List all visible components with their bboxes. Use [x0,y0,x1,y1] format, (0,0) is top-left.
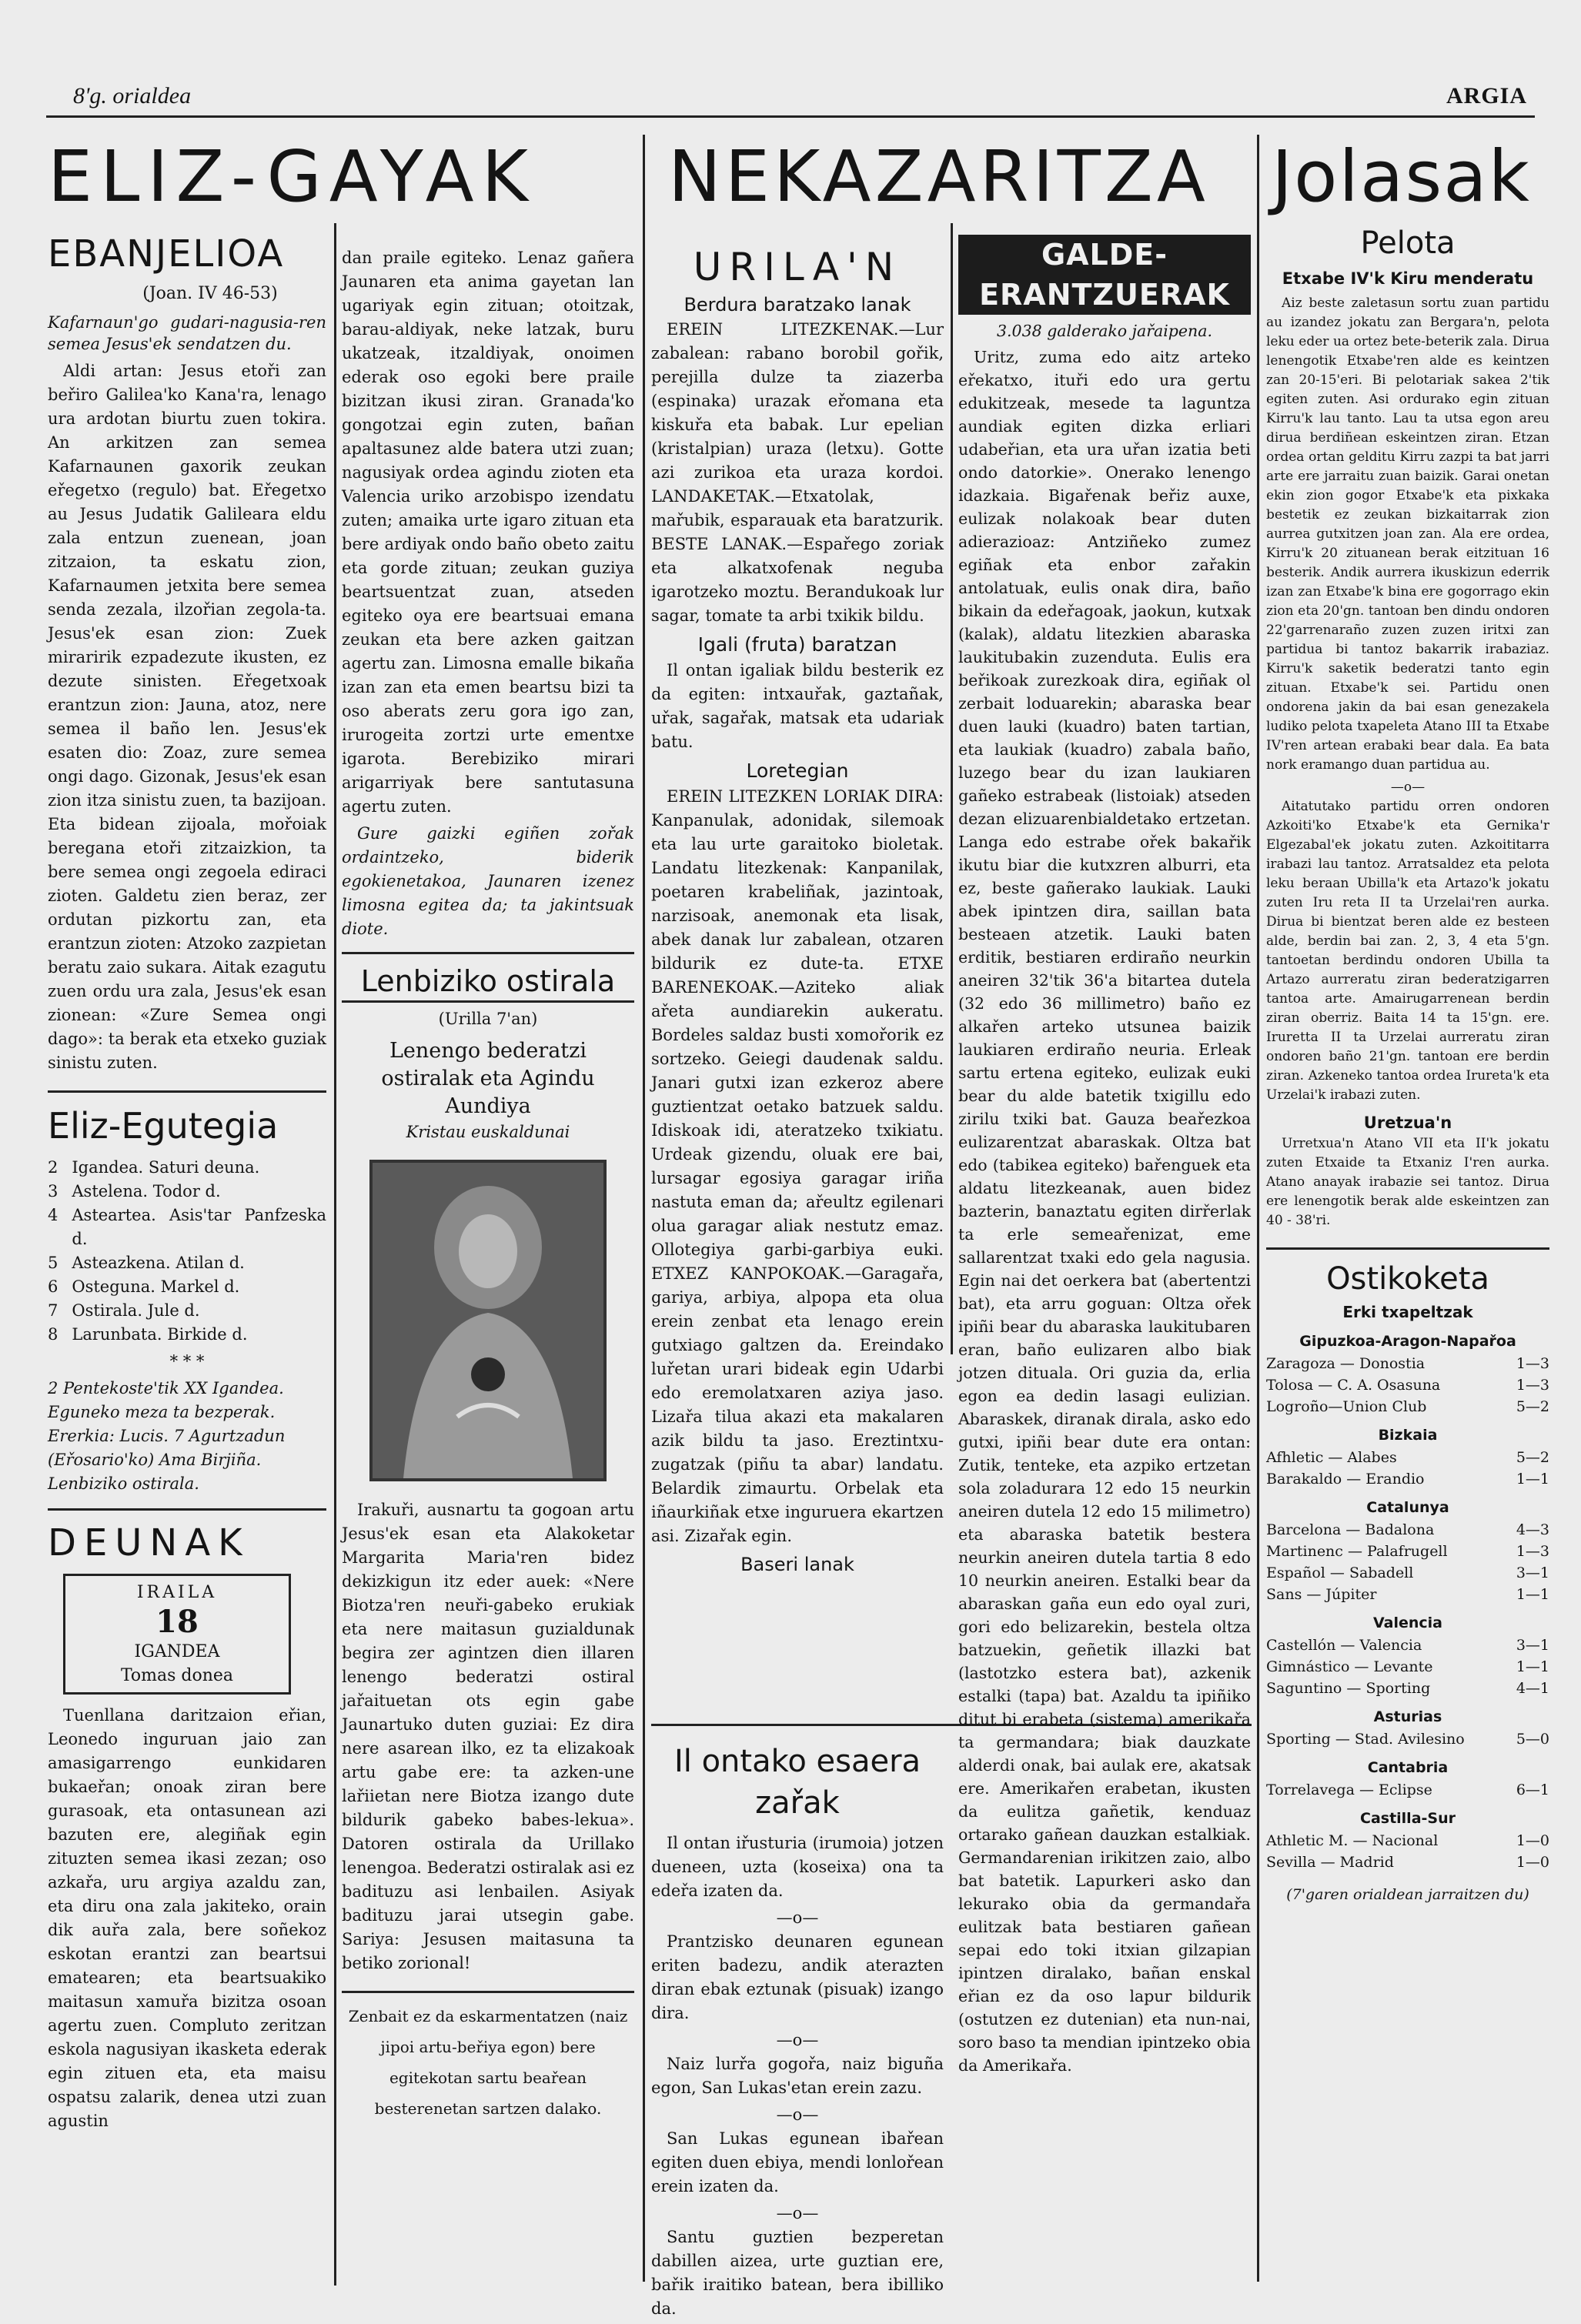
match-teams: Athletic M. — Nacional [1266,1832,1439,1849]
column-rule [951,223,953,1354]
match-teams: Sporting — Stad. Avilesino [1266,1731,1465,1748]
match-teams: Torrelavega — Eclipse [1266,1781,1432,1798]
divider [1266,1247,1549,1250]
match-result [1266,1678,1549,1699]
football-results [1266,1330,1549,1873]
league-title: Bizkaia [1378,1427,1438,1444]
match-teams: Sans — Júpiter [1266,1586,1377,1603]
divider [342,952,634,954]
match-score: 5—2 [1516,1449,1549,1466]
continued-note: (7'garen orialdean jarraitzen du) [1286,1886,1529,1903]
league-title: Catalunya [1366,1499,1449,1516]
ornament: —o— [1390,780,1426,795]
saint-biography-continued: dan praile egiteko. Lenaz gañera Jaunaren eta anima gayetan lan ugariyak egin zituan; otoitzak, barau-aldiyak, neke latzak, buru ukatzeak, itzaldiyak, onoimen ederak oso egoki bere praile bizitzan ikusi ziran. Granada'ko gongotzai egin zuten, bañan apaltasunez alde batera utzi zuan; nagusiyak ordea agindu zioten eta Valencia uriko arzobispo izendatu zuten; amaika urte igaro zituan eta bere ardiyak ondo baño obeto zaitu eta gorde zituan; zeukan guziya beartsuentzat zuan, atseden egiteko oya ere beartsuai emana zeukan eta bere azken gaitzan agertu zan. Limosna emalle bikaña izan zan eta emen beartsu bizi ta oso aberats zeru gora igo zan, irurogeita zortzi urte ementxe igarota. Berebiziko mirari arigarriyak bere santutasuna agertu zuten. [342,249,634,816]
feast-saint: Tomas donea [120,1666,234,1685]
jolasak-title: Jolasak [1272,135,1531,218]
ornament: —o— [776,2031,819,2049]
galde-subtitle: 3.038 galderako jařaipena. [996,322,1212,340]
saying: Naiz lurřa gogořa, naiz biguña egon, San Lukas'etan erein zazu. [651,2055,944,2097]
match-result [1266,1584,1549,1605]
gospel-reference: (Joan. IV 46-53) [142,284,278,303]
match-teams: Sevilla — Madrid [1266,1854,1394,1871]
match-score: 4—3 [1516,1521,1549,1538]
berdura-body: EREIN LITEZKENAK.—Lur zabalean: rabano borobil gořik, perejilla dulze ta ziazerba (espinaka) urazak eřomana eta kiskuřa eta babak. Lur epelian (kristalpian) uraza (letxu). Gotte azi zurikoa eta uraza kordoi. LANDAKETAK.—Etxatolak, mařubik, esparauak eta baratzurik. BESTE LANAK.—Espařego zoriak eta alkatxofenak neguba igarotzeko moztu. Berandukoak lur sagar, tomate ta arbi txikik bildu. [651,320,944,625]
match-result [1266,1779,1549,1801]
match-teams: Saguntino — Sporting [1266,1680,1431,1697]
jolasak-column [1266,223,1549,1905]
match-score: 1—3 [1516,1543,1549,1560]
ostikoketa-subtitle: Erki txapeltzak [1342,1303,1473,1321]
calendar-day: 5 Asteazkena. Atilan d. [48,1254,245,1272]
feast-month: IRAILA [136,1583,218,1602]
match-result [1266,1353,1549,1374]
saying: San Lukas egunean ibařean egiten duen ebiya, mendi lonlořean erein izaten da. [651,2129,944,2195]
saint-prayer: Gure gaizki egiñen zořak ordaintzeko, biderik egokienetakoa, Jaunaren izenez limosna egitea da; ta jakintsuak diote. [342,824,634,938]
match-score: 1—1 [1516,1586,1549,1603]
match-result [1266,1830,1549,1852]
match-result [1266,1852,1549,1873]
lenbiziko-date: (Urilla 7'an) [438,1010,538,1028]
esaera-column [651,1741,944,2324]
deunak-title: DEUNAK [48,1521,250,1564]
match-teams: Gimnástico — Levante [1266,1658,1433,1675]
asterisks-ornament: * * * [169,1352,205,1371]
saying: Il ontan iřusturia (irumoia) jotzen dueneen, uzta (koseixa) ona ta edeřa izaten da. [651,1834,944,1900]
ebanjelioa-title: EBANJELIOA [48,232,285,275]
ostikoketa-title: Ostikoketa [1326,1261,1489,1297]
column-rule [1257,135,1259,2282]
match-result [1266,1447,1549,1468]
eliz-egutegia-title: Eliz-Egutegia [48,1105,279,1147]
calendar-notes: 2 Pentekoste'tik XX Igandea. Eguneko meza ta bezperak. Ererkia: Lucis. 7 Agurtzadun (Eřosario'ko) Ama Birjiña. Lenbiziko ostirala. [48,1379,286,1493]
lenbiziko-footer-quote: Zenbait ez da eskarmentatzen (naiz jipoi artu-beřiya egon) bere egitekotan sartu beařean besterenetan sartzen dalako. [348,2007,628,2118]
sacred-heart-image [369,1160,607,1481]
calendar-day: 6 Osteguna. Markel d. [48,1277,240,1296]
match-score: 3—1 [1516,1637,1549,1654]
match-teams: Martinenc — Palafrugell [1266,1543,1448,1560]
saying: Prantzisko deunaren egunean eriten badezu, andik aterazten diran ebak eztunak (pisuak) izango dira. [651,1932,944,2022]
igali-title: Igali (fruta) baratzan [697,633,897,656]
match-result [1266,1634,1549,1656]
match-result [1266,1396,1549,1417]
lenbiziko-author: Kristau euskaldunai [406,1123,570,1141]
calendar-day: 8 Larunbata. Birkide d. [48,1325,248,1344]
igali-body: Il ontan igaliak bildu besterik ez da egiten: intxauřak, gaztañak, uřak, sagařak, matsak eta udariak batu. [651,661,944,751]
calendar-day: 2 Igandea. Saturi deuna. [48,1158,260,1177]
divider [342,1991,634,1993]
match-score: 5—2 [1516,1398,1549,1415]
baseri-title: Baseri lanak [740,1554,854,1575]
match-result [1266,1562,1549,1584]
sacred-heart-illustration [373,1163,603,1478]
lenbiziko-body: Irakuři, ausnartu ta gogoan artu Jesus'ek esan eta Alakoketar Margarita Maria'ren bidez dekizkigun itz eder auek: «Nere Biotza'ren neuři-gabeko erukiak eta nere maitasun guzialdunak begira zer agintzen dien illaren lenengo bederatzi ostiral jařaituetan ots egin gabe Jaunartuko duten guziai: Ez dira nere asarean ilko, ez ta elizakoak artu gabe ere: ta azken-une lařiietan nere Biotza izango dute bildurik gabeko babes-lekua». Datoren ostirala da Urillako lenengoa. Bederatzi ostiralak asi ez badituzu asi lenbailen. Asiyak badituzu jarai utsegin gabe. Sariya: Jesusen maitasuna ta betiko zorional! [342,1501,634,1972]
uretzua-title: Uretzua'n [1363,1114,1452,1132]
match-result [1266,1728,1549,1750]
match-teams: Barcelona — Badalona [1266,1521,1435,1538]
league-title: Cantabria [1367,1759,1449,1776]
match-result [1266,1468,1549,1490]
ornament: —o— [776,1908,819,1927]
league-title: Gipuzkoa-Aragon-Napařoa [1299,1333,1516,1350]
saint-biography: Tuenllana daritzaion eřian, Leonedo inguruan jaio zan amasigarrengo eunkidaren bukaeřan; onoak ziran bere gurasoak, eta ontasunean azi bazuten ere, alegiñak egin zituzten semea ikasi zezan; oso azkařa, uru argiya azaldu zan, eta diru ona zala jakiteko, orain dik auřa zala, bere soñekoz eskotan erantzi zan beartsui ematearen; eta beartsuakiko maitasun xamuřa bizitza osoan agertu zuen. Compluto zeritzan eskola nagusiyan ikasketa ederak egin zituen eta, eta maisu ospatsu zalarik, denea utzi zuan agustin [48,1706,326,2130]
match-score: 1—0 [1516,1832,1549,1849]
uretzua-body: Urretxua'n Atano VII eta II'k jokatu zuten Etxaide ta Etxaniz I'ren aurka. Atano anayak irabazie sei tantoz. Dirua ere lenengotik berak alde eskeintzen zan 40 - 38'ri. [1266,1136,1549,1228]
match-teams: Tolosa — C. A. Osasuna [1266,1377,1441,1394]
pelota-headline: Etxabe IV'k Kiru menderatu [1282,269,1534,288]
divider [48,1508,326,1511]
league-title: Asturias [1373,1708,1442,1725]
match-score: 6—1 [1516,1781,1549,1798]
match-teams: Zaragoza — Donostia [1266,1355,1426,1372]
match-result [1266,1374,1549,1396]
berdura-title: Berdura baratzako lanak [684,294,911,316]
match-teams: Castellón — Valencia [1266,1637,1422,1654]
match-result [1266,1541,1549,1562]
page-number: 8'g. orialdea [73,83,192,109]
esaera-title: Il ontako esaera zařak [674,1744,921,1821]
saying: Santu guztien bezperetan dabillen aizea, urte guztian ere, bařik iraitiko batean, bera ibilliko da. [651,2228,944,2318]
loretegian-title: Loretegian [746,760,849,782]
feast-weekday: IGANDEA [134,1642,220,1661]
league-title: Valencia [1372,1614,1442,1631]
column-rule [643,135,645,2282]
pelota-body-2: Aitatutako partidu orren ondoren Azkoiti'ko Etxabe'k eta Gernika'r Elgezabal'ek jokatu zuten. Azkoititarra irabazi lau tantoz. Arratsaldez eta pelota leku beraan Ubilla'k eta Artazo'k jokatu zuten Iru reta II ta Urzelai'ren aurka. Dirua bi bientzat beren alde ez besteen alde, berdin bai zan. 2, 3, 4 eta 5'gn. tantoetan berdindu ondoren Ubilla ta Artazo aurreratu ziran bederatzigarren tantoa arte. Amairugarrenean berdin ziran oberriz. Baita 14 ta 15'gn. ere. Iruretta II ta Urzelai aurreratu ziran ondoren baño 21'gn. tantoan ere berdin ziran. Azkeneko tantoa ordea Irureta'k eta Urzelai'k irabazi zuten. [1266,799,1549,1103]
match-teams: Afhletic — Alabes [1266,1449,1397,1466]
ornament: —o— [776,2204,819,2222]
calendar-day: 7 Ostirala. Jule d. [48,1301,200,1320]
galde-column [958,235,1251,2080]
match-score: 3—1 [1516,1564,1549,1581]
match-result [1266,1519,1549,1541]
urila-title: URILA'N [693,245,902,289]
match-teams: Logroño—Union Club [1266,1398,1427,1415]
match-score: 1—0 [1516,1854,1549,1871]
top-rule [46,115,1535,118]
match-score: 1—3 [1516,1355,1549,1372]
gospel-subtitle: Kafarnaun'go gudari-nagusia-ren semea Jesus'ek sendatzen du. [48,313,326,353]
ornament: —o— [776,2105,819,2124]
ebanjelioa-column [48,231,326,2136]
match-teams: Español — Sabadell [1266,1564,1414,1581]
nekazaritza-title: NEKAZARITZA [668,135,1209,218]
galde-title: GALDE-ERANTZUERAK [958,235,1251,315]
lenbiziko-title: Lenbiziko ostirala [342,962,634,1003]
gospel-text: Aldi artan: Jesus etoři zan beřiro Galilea'ko Kana'ra, lenago ura ardotan biurtu zuen tokira. An arkitzen zan semea Kafarnaunen gaxorik zeukan eřegetxo (regulo) bat. Eřegetxo au Jesus Judatik Galileara eldu zala entzun zuenean, joan zitzaion, ta eskatu zion, Kafarnaumen jetxita bere semea senda zezala, ilzořian zegola-ta. Jesus'ek esan zion: Zuek miraririk ezpadezute ikusten, ez dezute sinisten. Eřegetxoak erantzun zion: Jauna, atoz, nere semea il baño len. Jesus'ek esaten dio: Zoaz, zure semea ongi dago. Gizonak, Jesus'ek esan zion itza sinistu zuen, ta bazijoan. Eta bidean zijoala, mořoiak beregana etoři zitzaizkion, ta bere semea ongi zegoela ediraci zioten. Galdetu zien beraz, zer ordutan pizkortu zan, eta erantzun zioten: Atzoko zazpietan beratu zaio sukara. Aitak ezagutu zuen ordu ura zala, Jesus'ek esan zionean: «Zure Semea ongi dago»: ta berak eta etxeko guziak sinistu zuten. [48,362,326,1072]
match-teams: Barakaldo — Erandio [1266,1471,1425,1488]
match-score: 5—0 [1516,1731,1549,1748]
league-title: Castilla-Sur [1360,1810,1456,1827]
column-rule [334,223,336,2286]
pelota-body: Aiz beste zaletasun sortu zuan partidu au izandez jokatu zan Bergara'n, pelota leku eder ua ortez bete-beterik zala. Dirua lenengotik Etxabe'ren alde es keintzen zan 20-15'eri. Bi pelotariak sakea 2'tik egiten zuten. Asi ordurako egin zituan Kirru'k lau tanto. Lau ta utsa egon areu dirua berdiñean eskeintzen ziran. Etzan ordea ortan gelditu Kirru zazpi ta bat jarri arte ere jarraitu zuan baizik. Garai onetan ekin zion gogor Etxabe'k eta pixkaka bestetik ez zeukan bizkaitarrak zion aurrea gutxitzen joan zan. Ala ere ordea, Kirru'k 20 zituanean berak eitzituan 16 besterik. Andik aurrera ikuskizun ederrik izan zan Etxabe'k bina ere gogorrago ekin zion eta 20'gn. tantoan ben dindu ondoren 22'garrenaraño zuzen zuzen iritxi zan partidua bi tantoz bakarrik irabaziaz. Kirru'k saketik bederatzi tanto egin zituan. Etxabe'k sei. Partidu onen ondorena jakin da bai esan genezakela ludiko pelota txapeleta Atano III ta Etxabe IV'ren artean erabaki bear dala. Ea bata nork eramango duan partidua au. [1266,296,1549,773]
divider [48,1090,326,1093]
second-column [342,246,634,2124]
urila-column [651,242,944,1578]
match-score: 1—1 [1516,1658,1549,1675]
calendar-day: 4 Asteartea. Asis'tar Panfzeska d. [48,1206,326,1248]
calendar-day: 3 Astelena. Todor d. [48,1182,221,1200]
pelota-title: Pelota [1360,225,1456,261]
calendar-list [48,1156,326,1496]
lenbiziko-subtitle: Lenengo bederatzi ostiralak eta Agindu Aundiya [381,1039,595,1118]
newspaper-name: ARGIA [1446,83,1527,109]
feast-day: 18 [155,1604,199,1640]
feast-date-box [63,1574,291,1695]
match-score: 1—1 [1516,1471,1549,1488]
eliz-gayak-title: ELIZ-GAYAK [48,135,536,218]
galde-body: Uritz, zuma edo aitz arteko eřekatxo, ituři edo ura gertu edukitzeak, mesede ta laguntza aundiak egiten dizka erliari udabeřian, eta ura uřan izatia beti ondo datorkie». Onerako lenengo idazkaia. Bigařenak beřiz auxe, eulizak nolakoak bear duten adierazioaz: Antziñeko zumez egiñak eta enbor zařakin antolatuak, eulis onak dira, baño bikain da edeřagoak, jaokun, kutxak (kalak), aldatu litezkien abaraska laukitubakin zuzenduta. Eulis era beřikoak zurezkoak dira, egiñak ol zerbait loduarekin; abaraska bear duen lauki (kuadro) baten tartian, eta laukiak (kuadro) zabala baño, luzego bear du izan laukiaren gañeko estrabeak (listoiak) atseden dezan elizuarenbialdetako ertzetan. Langa edo estrabe ořek bakařik ikutu biar die kutxzren alburri, eta ez, beste gañerako laukiak. Lauki abek ipintzen dira, saillan bata besteaen atzetik. Lauki baten erditik, bestiaren erdiraño neurkin aneiren 32'tik 36'a bitartea dutela (32 edo 36 millimetro) baño ez alkařen arteko utsunea baizik laukiaren erdiraño neuria. Erleak sartu ertena egiteko, eulizak euki bear du alde batetik txigillu edo zirilu txiki bat. Gauza beařezkoa eulizarentzat abaraskak. Oltza bat edo (tabikea egiteko) bařenguek eta aldatu litezkeanak, auen bidez bazterin, banaztatu egiten dirřerlak ta erle semeařenizat, eme sallarentzat txaki edo gela nagusia. Egin nai det oerkera bat (abertentzi bat), eta arru goguan: Oltza ořek ipiñi bear du abaraska laukitubaren eran, baño eulizaren albo biak jotzen dituala. Ori guzia da, erlia egon ea dedin lasagi eulizian. Abaraskek, diranak dirala, asko edo gutxi, ipiñi bear dute era ontan: Zutik, tenteke, eta azpiko ertzetan sola zoladurara 12 edo 15 neurkin aneiren dutela 12 edo 15 milimetro) eta abaraska batetik bestera neurkin aneiren dutela tartia 8 edo 10 neurkin aneiren. Estalki bear da abaraskan gaña eun edo oyal zuri, gori edo belizarekin, bestela oltza batzuekin, geñetik illazki bat (lastotzko estera bat), azkenik estalki (tapa) bat. Azaldu ta ipiñiko ditut bi erabeta (sistema) amerikařa ta germandara; biak dauzkate alderdi onak, bai aulak ere, akatsak ere. Amerikařen erabetan, ikusten da eulitza gañetik, kenduaz ortarako gañean dauzkan estalkiak. Germandarenian irikitzen zaio, albo bat batetik. Lapurkeri asko dan lekurako obia da germandařa eulitzak bata bestiaren gañean sepai edo toki itxian gilzapian ipintzen diralako, bañan enskal eřian ez da oso lapur bildurik (ostutzen ez dutenian) eta nun-nai, soro baso ta mendian ipintzeko obia da Amerikařa. [958,348,1251,2075]
match-result [1266,1656,1549,1678]
match-score: 4—1 [1516,1680,1549,1697]
match-score: 1—3 [1516,1377,1549,1394]
loretegian-body: EREIN LITEZKEN LORIAK DIRA: Kanpanulak, adonidak, silemoak eta lau urte garaitoko bioletak. Landatu litezkenak: Kanpanilak, poetaren krabeliñak, jazintoak, narzisoak, anemonak eta lisak, abek danak lur zabalean, otzaren bildurik ez dute-ta. ETXE BARENEKOAK.—Aziteko aliak ařeta aundiarekin aukeratu. Bordeles saldaz busti xomořorik ez sortzeko. Geiegi daudenak saldu. Janari gutxi izan ezkeroz abere guztientzat oetako batzuek saldu. Idiskoak idi, ateratzeko txikiatu. Urdeak gizendu, oluak ere bai, lursagar egosiya garagar iriña nastuta eman da; ařeultz egilenari olua garagar aliak nestutz emaz. Ollotegiya garbi-garbiya euki. ETXEZ KANPOKOAK.—Garagařa, gariya, arbiya, alpopa eta olua erein zenbat eta lenago erein gutxiago galtzen da. Ereindako luřetan urari bideak egin Udarbi edo eremolatxaren aziya jaso. Lizařa tilua akazi eta makalaren azik bildu ta jaso. Ereztintxu-zugatzak (piñu ta abar) landatu. Belardik zimaurtu. Orbelak eta iñaurkiñak etxe inguruera ekartzen asi. Zizařak egin. [651,787,944,1545]
